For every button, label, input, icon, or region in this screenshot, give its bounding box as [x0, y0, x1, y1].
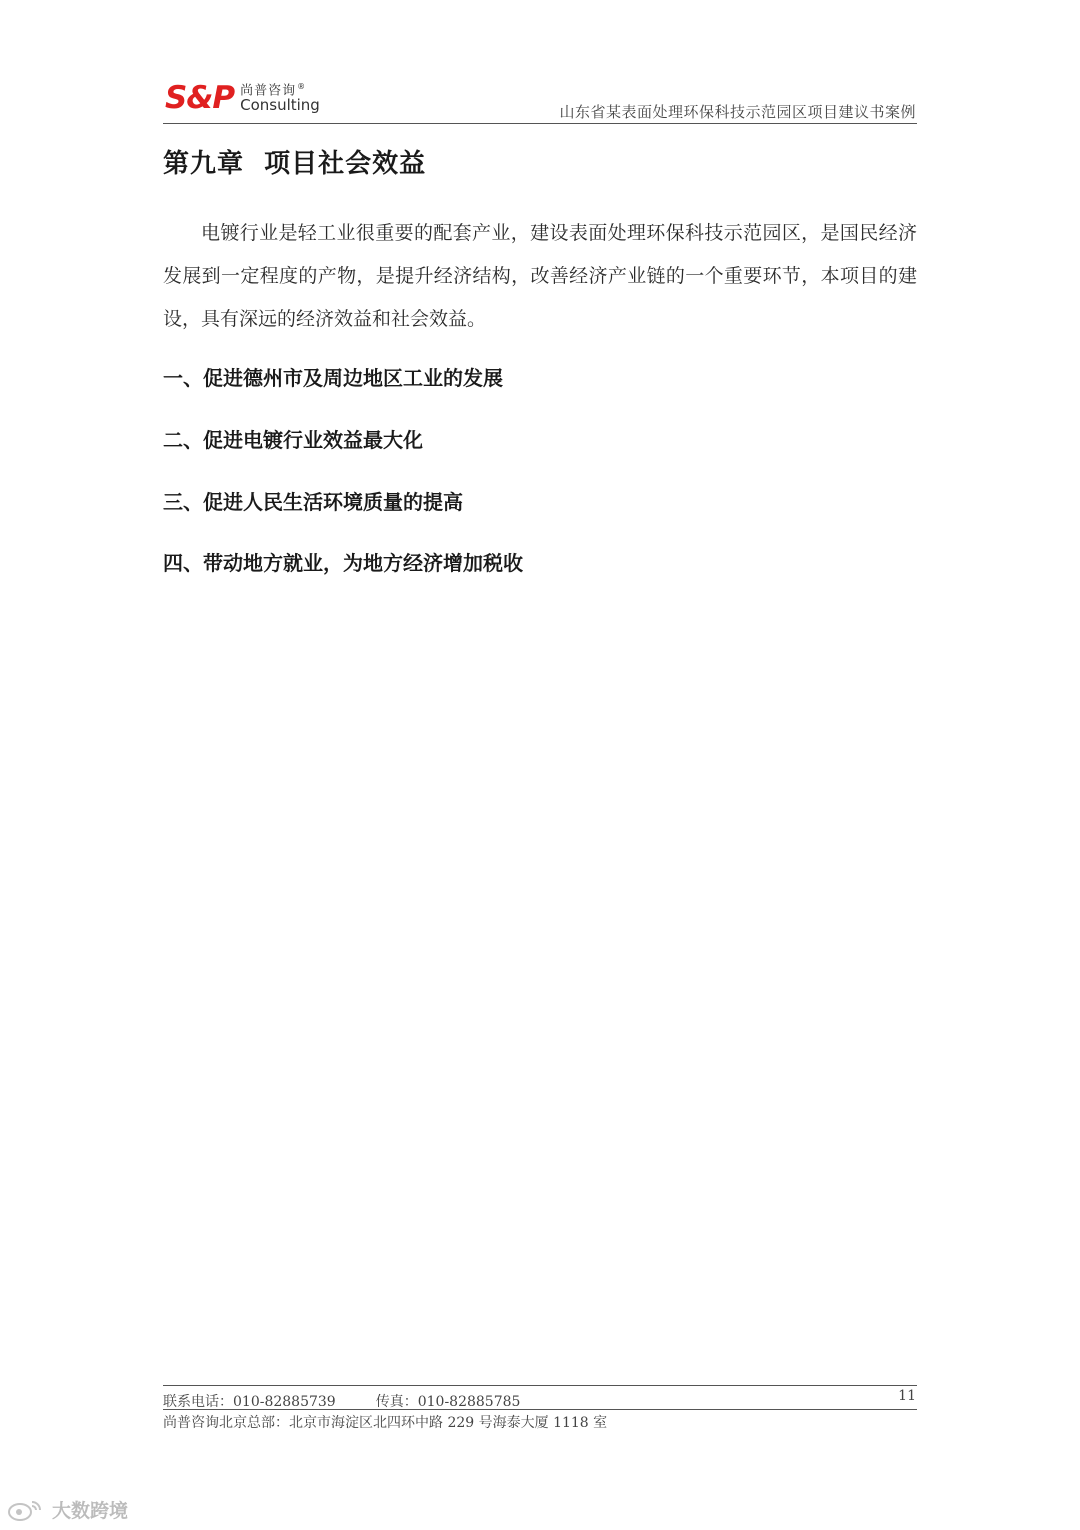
section-heading-1: 一、促进德州市及周边地区工业的发展 — [163, 366, 503, 390]
document-title: 山东省某表面处理环保科技示范园区项目建议书案例 — [559, 103, 916, 121]
registered-mark: ® — [297, 81, 307, 91]
watermark-text: 大数跨境 — [52, 1500, 129, 1522]
header-divider — [163, 123, 917, 124]
page-number: 11 — [898, 1388, 916, 1404]
section-heading-3: 三、促进人民生活环境质量的提高 — [163, 490, 463, 514]
section-heading-2: 二、促进电镀行业效益最大化 — [163, 428, 423, 452]
footer-phone: 联系电话：010-82885739 — [163, 1394, 336, 1410]
logo-mark: S&P — [165, 79, 235, 116]
weibo-logo-icon — [6, 1498, 46, 1522]
footer-divider-2 — [163, 1409, 917, 1410]
footer-contact — [163, 1391, 520, 1411]
body-paragraph: 电镀行业是轻工业很重要的配套产业，建设表面处理环保科技示范园区，是国民经济发展到一定程度的产物，是提升经济结构，改善经济产业链的一个重要环节，本项目的建设，具有深远的经济效益和社会效益。 — [163, 222, 917, 330]
footer-divider — [163, 1385, 917, 1386]
company-logo — [165, 78, 320, 118]
logo-chinese-name: 尚普咨询® — [240, 81, 307, 98]
watermark — [6, 1496, 128, 1523]
logo-text — [240, 83, 320, 114]
logo-english-name: Consulting — [240, 95, 320, 114]
chapter-title: 第九章 项目社会效益 — [163, 149, 427, 179]
footer-fax: 传真：010-82885785 — [375, 1394, 521, 1410]
footer-address: 尚普咨询北京总部：北京市海淀区北四环中路 229 号海泰大厦 1118 室 — [163, 1415, 608, 1431]
section-heading-4: 四、带动地方就业，为地方经济增加税收 — [163, 551, 523, 575]
